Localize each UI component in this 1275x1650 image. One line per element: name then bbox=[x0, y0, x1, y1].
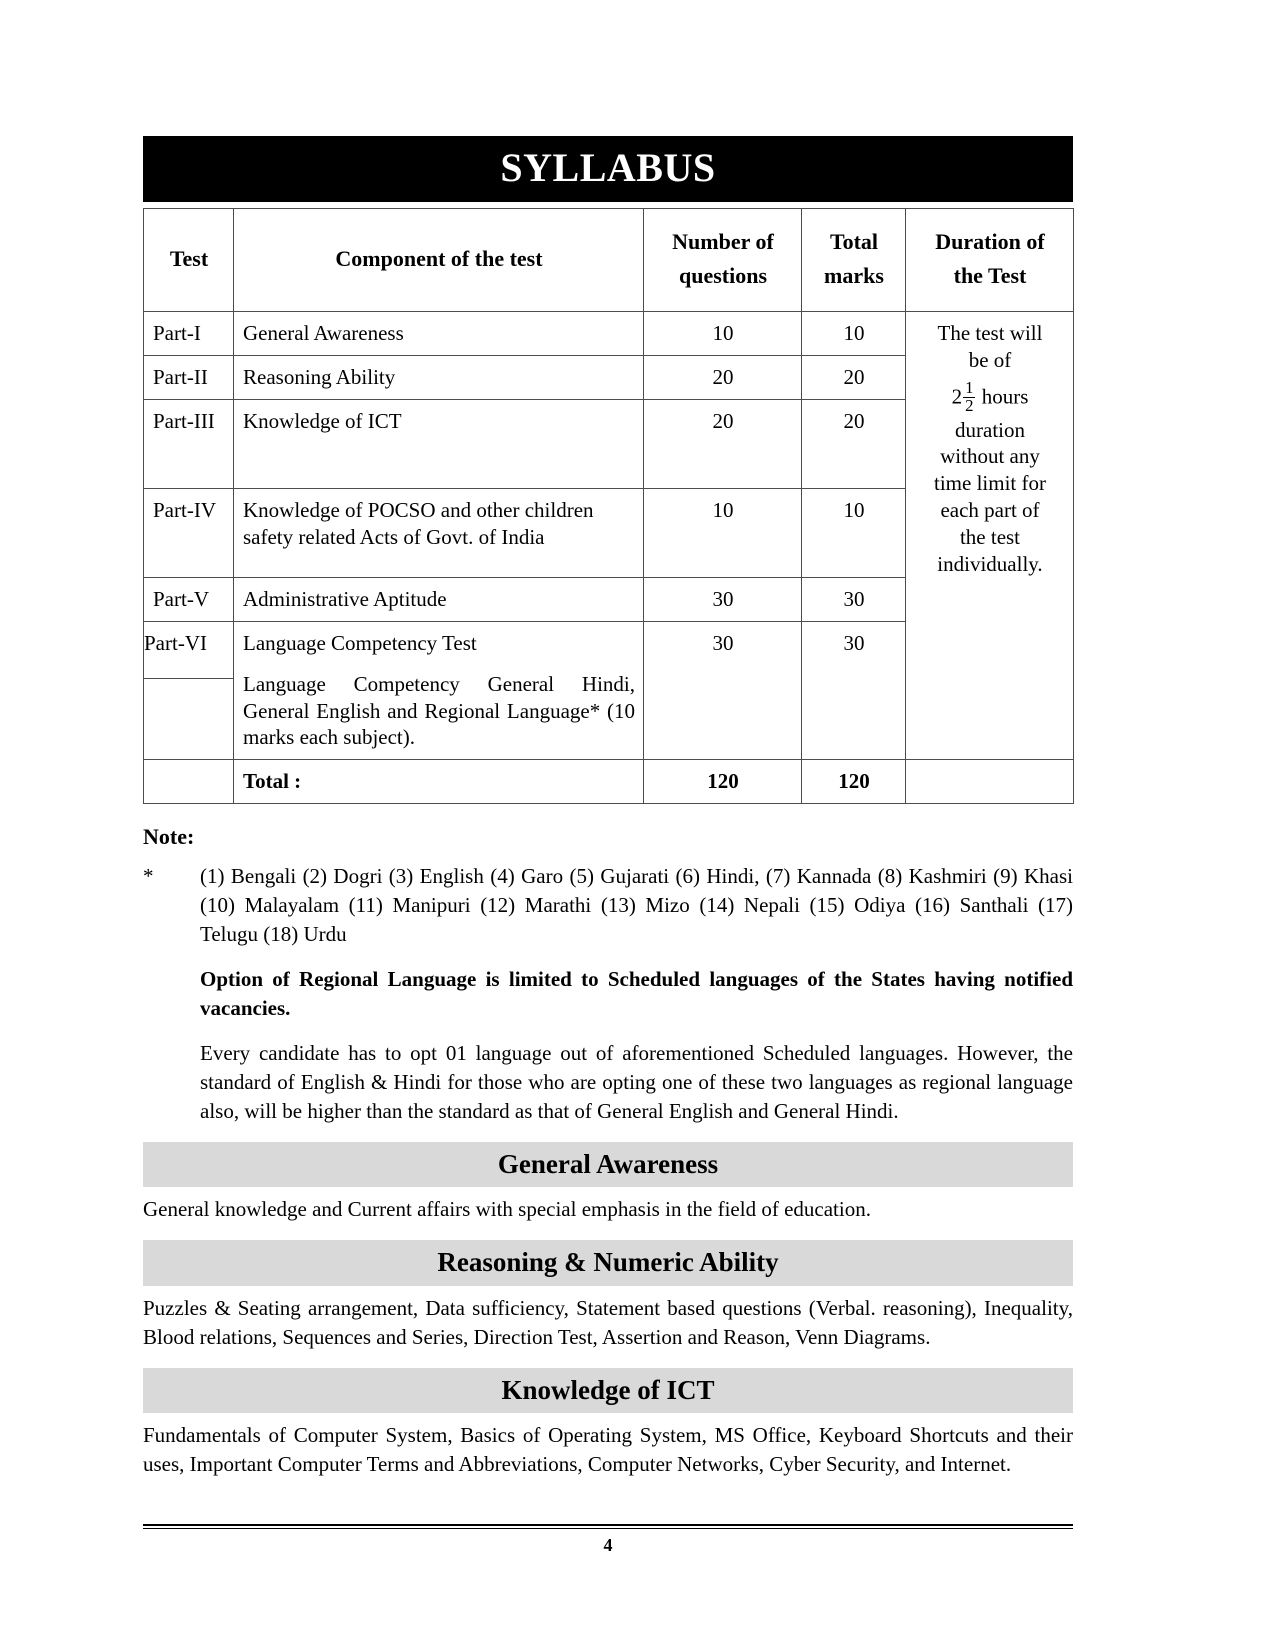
row-questions: 10 bbox=[644, 312, 802, 356]
duration-line-3: duration bbox=[955, 417, 1025, 442]
note-asterisk: * bbox=[143, 864, 154, 889]
row-marks: 30 bbox=[802, 621, 906, 760]
note-paragraph: Every candidate has to opt 01 language out of aforementioned Scheduled languages. However, the standard of English & Hindi for those who are opting one of these two languages as regional language also, will be higher than the standard as that of General English and General Hindi. bbox=[200, 1041, 1073, 1123]
row-component-wrapper bbox=[234, 621, 644, 760]
row-test-label: Part-VI bbox=[144, 630, 233, 679]
section-heading-ict: Knowledge of ICT bbox=[143, 1368, 1073, 1413]
table-total-row bbox=[144, 760, 1074, 804]
note-bold-statement: Option of Regional Language is limited to Scheduled languages of the States having notified vacancies. bbox=[200, 967, 1073, 1021]
section-heading-general-awareness: General Awareness bbox=[143, 1142, 1073, 1187]
fraction-denominator: 2 bbox=[965, 395, 974, 415]
row-test-label-wrapper bbox=[144, 621, 234, 760]
duration-fraction bbox=[963, 377, 975, 415]
duration-line-6: each part of bbox=[940, 498, 1040, 523]
row-test-label: Part-I bbox=[144, 312, 234, 356]
duration-line-4: without any bbox=[940, 444, 1040, 469]
note-content bbox=[200, 862, 1073, 1126]
row-component: Language Competency Test bbox=[243, 630, 477, 655]
row-marks: 30 bbox=[802, 577, 906, 621]
section-body-reasoning: Puzzles & Seating arrangement, Data sufficiency, Statement based questions (Verbal. reasoning), Inequality, Blood relations, Sequences and Series, Direction Test, Assertion and Reason, Venn Diagrams. bbox=[143, 1295, 1073, 1349]
total-questions: 120 bbox=[644, 760, 802, 804]
duration-hours bbox=[915, 377, 1065, 415]
section-body-ict: Fundamentals of Computer System, Basics of Operating System, MS Office, Keyboard Shortcuts and their uses, Important Computer Terms and Abbreviations, Computer Networks, Cyber Security, and Internet. bbox=[143, 1423, 1073, 1476]
row-test-label: Part-V bbox=[144, 577, 234, 621]
row-component: Administrative Aptitude bbox=[234, 577, 644, 621]
fraction-numerator: 1 bbox=[965, 377, 974, 397]
row-marks: 20 bbox=[802, 356, 906, 400]
note-heading: Note: bbox=[143, 824, 195, 850]
header-number-of-questions bbox=[644, 209, 802, 312]
header-duration-line1: Duration of bbox=[935, 229, 1045, 254]
row-marks: 10 bbox=[802, 488, 906, 577]
total-empty-cell bbox=[144, 760, 234, 804]
header-duration-line2: the Test bbox=[953, 263, 1027, 289]
total-marks: 120 bbox=[802, 760, 906, 804]
note-languages-list: (1) Bengali (2) Dogri (3) English (4) Garo (5) Gujarati (6) Hindi, (7) Kannada (8) Kashmiri (9) Khasi (10) Malayalam (11) Manipuri (12) Marathi (13) Mizo (14) Nepali (15) Odiya (16) Santhali (17) Telugu (18) Urdu bbox=[200, 864, 1073, 947]
header-total-marks bbox=[802, 209, 906, 312]
section-heading-reasoning: Reasoning & Numeric Ability bbox=[143, 1240, 1073, 1285]
duration-line-2: be of bbox=[968, 348, 1012, 373]
row-component: Knowledge of ICT bbox=[234, 399, 644, 488]
duration-line-1: The test will bbox=[937, 321, 1043, 346]
footer-divider bbox=[143, 1524, 1073, 1529]
page-title: SYLLABUS bbox=[143, 136, 1073, 202]
header-questions-line2: questions bbox=[678, 263, 768, 289]
note-block bbox=[143, 862, 1073, 1126]
syllabus-table bbox=[143, 208, 1074, 804]
document-page bbox=[143, 0, 1073, 1650]
row-questions: 20 bbox=[644, 399, 802, 488]
header-marks-line1: Total bbox=[829, 229, 879, 254]
row-questions: 30 bbox=[644, 621, 802, 760]
duration-unit: hours bbox=[981, 384, 1029, 409]
total-duration-empty-cell bbox=[906, 760, 1074, 804]
row-questions: 20 bbox=[644, 356, 802, 400]
row-test-label: Part-IV bbox=[144, 488, 234, 577]
row-component: Reasoning Ability bbox=[234, 356, 644, 400]
duration-cell bbox=[906, 312, 1074, 760]
page-footer bbox=[143, 1524, 1073, 1556]
header-component: Component of the test bbox=[234, 209, 644, 312]
table-header-row bbox=[144, 209, 1074, 312]
header-marks-line2: marks bbox=[824, 263, 884, 289]
page-number: 4 bbox=[603, 1535, 613, 1555]
row-component: General Awareness bbox=[234, 312, 644, 356]
table-row bbox=[144, 312, 1074, 356]
row-questions: 10 bbox=[644, 488, 802, 577]
row-marks: 10 bbox=[802, 312, 906, 356]
section-body-general-awareness: General knowledge and Current affairs with special emphasis in the field of education. bbox=[143, 1197, 871, 1222]
duration-line-8: individually. bbox=[937, 551, 1043, 576]
header-questions-line1: Number of bbox=[672, 229, 774, 254]
row-marks: 20 bbox=[802, 399, 906, 488]
header-test: Test bbox=[144, 209, 234, 312]
duration-line-7: the test bbox=[959, 525, 1021, 550]
duration-whole-number: 2 bbox=[951, 384, 963, 409]
row-questions: 30 bbox=[644, 577, 802, 621]
row-component: Knowledge of POCSO and other children safety related Acts of Govt. of India bbox=[234, 488, 644, 577]
row-test-label: Part-II bbox=[144, 356, 234, 400]
total-label: Total : bbox=[234, 760, 644, 804]
row-component-subtext: Language Competency General Hindi, General English and Regional Language* (10 marks each subject). bbox=[243, 671, 635, 750]
row-test-label: Part-III bbox=[144, 399, 234, 488]
duration-line-5: time limit for bbox=[934, 471, 1046, 496]
header-duration bbox=[906, 209, 1074, 312]
